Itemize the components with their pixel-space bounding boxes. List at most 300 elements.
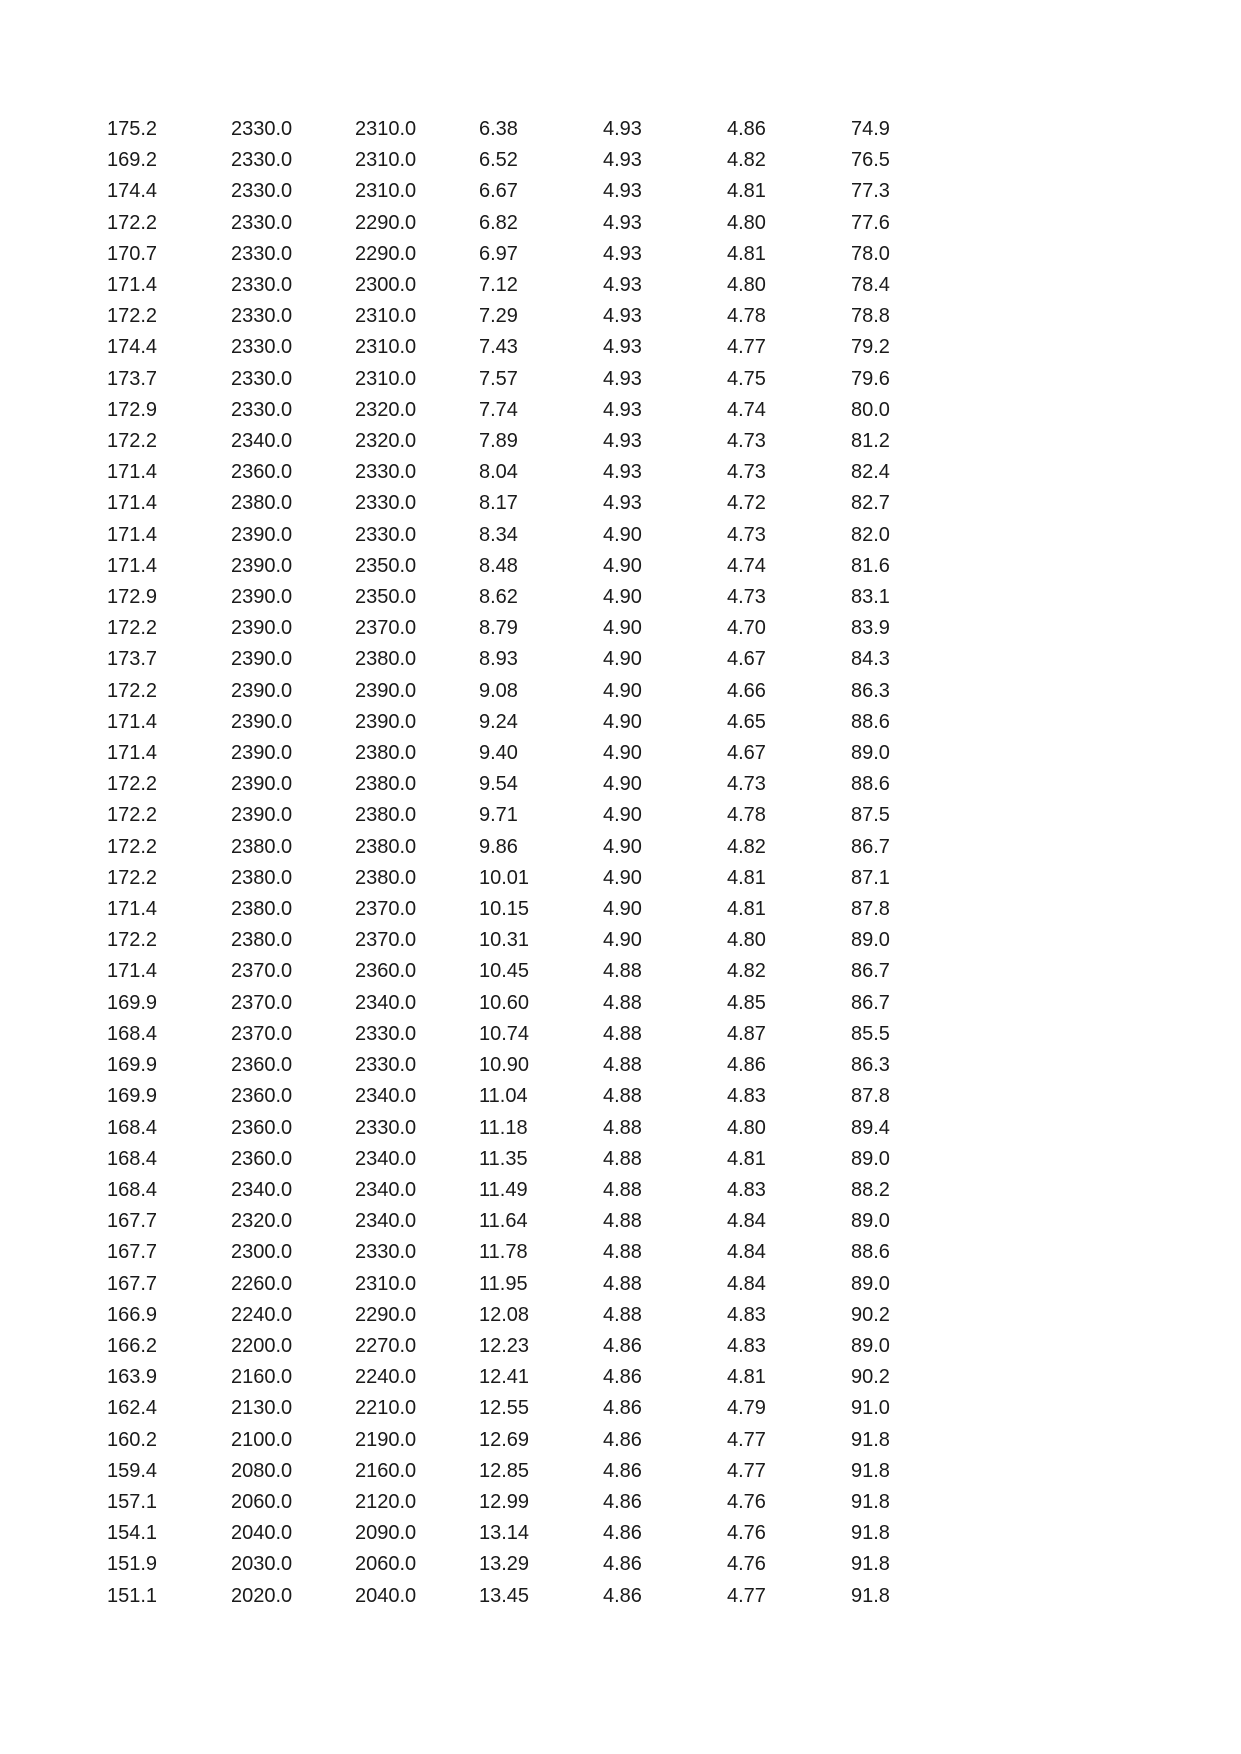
table-cell: 4.83 xyxy=(727,1085,766,1108)
table-row xyxy=(107,395,975,426)
table-row xyxy=(107,176,975,207)
table-cell: 4.90 xyxy=(603,554,642,577)
table-row xyxy=(107,832,975,863)
table-row xyxy=(107,925,975,956)
table-cell: 2380.0 xyxy=(355,648,417,671)
table-cell: 2380.0 xyxy=(231,866,293,889)
table-cell: 171.4 xyxy=(107,461,158,484)
table-row xyxy=(107,988,975,1019)
table-cell: 2190.0 xyxy=(355,1428,417,1451)
table-row xyxy=(107,863,975,894)
table-row xyxy=(107,1019,975,1050)
table-cell: 10.31 xyxy=(479,929,530,952)
table-cell: 10.15 xyxy=(479,898,530,921)
table-row xyxy=(107,270,975,301)
table-row xyxy=(107,239,975,270)
table-cell: 162.4 xyxy=(107,1397,158,1420)
table-cell: 2130.0 xyxy=(231,1397,293,1420)
table-cell: 11.49 xyxy=(479,1178,528,1201)
table-cell: 89.0 xyxy=(851,1334,890,1357)
table-cell: 174.4 xyxy=(107,180,158,203)
table-cell: 9.08 xyxy=(479,679,518,702)
table-cell: 4.78 xyxy=(727,305,766,328)
table-cell: 2330.0 xyxy=(355,1116,417,1139)
table-cell: 2390.0 xyxy=(355,679,417,702)
table-cell: 2390.0 xyxy=(355,710,417,733)
table-cell: 2320.0 xyxy=(355,398,417,421)
table-cell: 2390.0 xyxy=(231,710,293,733)
table-cell: 91.8 xyxy=(851,1553,890,1576)
table-cell: 2390.0 xyxy=(231,742,293,765)
table-row xyxy=(107,551,975,582)
table-cell: 4.93 xyxy=(603,211,642,234)
table-row xyxy=(107,676,975,707)
table-cell: 89.0 xyxy=(851,1272,890,1295)
table-cell: 2380.0 xyxy=(355,804,417,827)
table-cell: 2310.0 xyxy=(355,1272,417,1295)
table-cell: 83.1 xyxy=(851,586,890,609)
table-cell: 171.4 xyxy=(107,554,158,577)
table-cell: 169.9 xyxy=(107,1054,158,1077)
table-row xyxy=(107,1144,975,1175)
table-cell: 8.34 xyxy=(479,523,518,546)
table-cell: 4.86 xyxy=(603,1459,642,1482)
table-cell: 9.54 xyxy=(479,773,518,796)
table-cell: 2360.0 xyxy=(231,1147,293,1170)
table-cell: 4.93 xyxy=(603,180,642,203)
table-cell: 2390.0 xyxy=(231,773,293,796)
table-cell: 12.99 xyxy=(479,1490,530,1513)
table-cell: 2330.0 xyxy=(355,523,417,546)
table-cell: 173.7 xyxy=(107,367,158,390)
table-cell: 4.88 xyxy=(603,1241,642,1264)
table-cell: 10.74 xyxy=(479,1022,530,1045)
table-cell: 4.77 xyxy=(727,1584,766,1607)
table-cell: 87.1 xyxy=(851,866,890,889)
table-row xyxy=(107,1456,975,1487)
table-cell: 87.8 xyxy=(851,898,890,921)
table-cell: 174.4 xyxy=(107,336,158,359)
table-cell: 89.0 xyxy=(851,929,890,952)
table-cell: 2380.0 xyxy=(355,742,417,765)
table-cell: 74.9 xyxy=(851,118,890,140)
table-cell: 8.93 xyxy=(479,648,518,671)
table-cell: 12.41 xyxy=(479,1366,530,1389)
table-cell: 2330.0 xyxy=(355,1022,417,1045)
table-cell: 4.88 xyxy=(603,1116,642,1139)
table-cell: 172.9 xyxy=(107,398,158,421)
table-cell: 2380.0 xyxy=(231,492,293,515)
table-cell: 172.2 xyxy=(107,773,158,796)
table-cell: 87.8 xyxy=(851,1085,890,1108)
table-cell: 171.4 xyxy=(107,710,158,733)
table-cell: 4.73 xyxy=(727,523,766,546)
table-cell: 2330.0 xyxy=(355,461,417,484)
table-cell: 2270.0 xyxy=(355,1334,417,1357)
table-cell: 13.45 xyxy=(479,1584,530,1607)
table-cell: 4.77 xyxy=(727,336,766,359)
table-cell: 8.17 xyxy=(479,492,518,515)
table-cell: 172.2 xyxy=(107,804,158,827)
table-cell: 2090.0 xyxy=(355,1522,417,1545)
table-row xyxy=(107,1425,975,1456)
table-cell: 4.88 xyxy=(603,1272,642,1295)
table-row xyxy=(107,520,975,551)
table-cell: 91.0 xyxy=(851,1397,890,1420)
table-cell: 88.6 xyxy=(851,773,890,796)
table-cell: 86.7 xyxy=(851,835,890,858)
table-cell: 4.82 xyxy=(727,835,766,858)
table-cell: 172.9 xyxy=(107,586,158,609)
table-cell: 4.93 xyxy=(603,367,642,390)
table-cell: 4.88 xyxy=(603,991,642,1014)
table-cell: 4.86 xyxy=(603,1490,642,1513)
table-cell: 6.38 xyxy=(479,118,518,140)
table-cell: 4.90 xyxy=(603,804,642,827)
table-cell: 4.84 xyxy=(727,1272,766,1295)
table-cell: 76.5 xyxy=(851,149,890,172)
table-cell: 2340.0 xyxy=(355,1147,417,1170)
table-cell: 2200.0 xyxy=(231,1334,293,1357)
table-row xyxy=(107,1581,975,1612)
table-cell: 91.8 xyxy=(851,1490,890,1513)
table-cell: 171.4 xyxy=(107,742,158,765)
table-cell: 171.4 xyxy=(107,960,158,983)
table-cell: 4.90 xyxy=(603,586,642,609)
table-cell: 2330.0 xyxy=(231,274,293,297)
table-cell: 6.67 xyxy=(479,180,518,203)
table-cell: 2330.0 xyxy=(231,211,293,234)
table-cell: 7.12 xyxy=(479,274,518,297)
table-row xyxy=(107,208,975,239)
table-cell: 166.9 xyxy=(107,1303,158,1326)
table-cell: 4.76 xyxy=(727,1490,766,1513)
table-cell: 4.75 xyxy=(727,367,766,390)
table-cell: 2060.0 xyxy=(355,1553,417,1576)
table-cell: 85.5 xyxy=(851,1022,890,1045)
table-row xyxy=(107,1487,975,1518)
table-cell: 2350.0 xyxy=(355,554,417,577)
table-cell: 172.2 xyxy=(107,305,158,328)
table-cell: 4.81 xyxy=(727,866,766,889)
table-cell: 84.3 xyxy=(851,648,890,671)
table-cell: 4.79 xyxy=(727,1397,766,1420)
table-cell: 4.65 xyxy=(727,710,766,733)
table-cell: 12.85 xyxy=(479,1459,530,1482)
table-cell: 2310.0 xyxy=(355,367,417,390)
table-cell: 89.0 xyxy=(851,1147,890,1170)
table-cell: 11.04 xyxy=(479,1085,528,1108)
table-cell: 2160.0 xyxy=(355,1459,417,1482)
table-cell: 78.8 xyxy=(851,305,890,328)
table-cell: 4.80 xyxy=(727,211,766,234)
table-row xyxy=(107,644,975,675)
table-row xyxy=(107,457,975,488)
table-cell: 78.4 xyxy=(851,274,890,297)
table-cell: 2330.0 xyxy=(231,180,293,203)
table-cell: 2350.0 xyxy=(355,586,417,609)
table-cell: 4.93 xyxy=(603,118,642,140)
table-cell: 4.72 xyxy=(727,492,766,515)
table-cell: 12.55 xyxy=(479,1397,530,1420)
table-cell: 172.2 xyxy=(107,211,158,234)
table-cell: 4.86 xyxy=(603,1334,642,1357)
table-cell: 4.93 xyxy=(603,492,642,515)
table-cell: 2390.0 xyxy=(231,554,293,577)
table-cell: 91.8 xyxy=(851,1428,890,1451)
table-cell: 87.5 xyxy=(851,804,890,827)
table-cell: 2030.0 xyxy=(231,1553,293,1576)
table-cell: 8.62 xyxy=(479,586,518,609)
table-cell: 4.90 xyxy=(603,773,642,796)
table-cell: 4.86 xyxy=(603,1428,642,1451)
table-cell: 4.93 xyxy=(603,461,642,484)
table-cell: 11.78 xyxy=(479,1241,528,1264)
table-cell: 4.73 xyxy=(727,586,766,609)
table-cell: 77.3 xyxy=(851,180,890,203)
table-cell: 4.93 xyxy=(603,149,642,172)
table-row xyxy=(107,364,975,395)
table-cell: 12.69 xyxy=(479,1428,530,1451)
table-cell: 81.6 xyxy=(851,554,890,577)
table-row xyxy=(107,1206,975,1237)
table-cell: 8.79 xyxy=(479,617,518,640)
table-cell: 4.77 xyxy=(727,1428,766,1451)
table-cell: 2310.0 xyxy=(355,180,417,203)
table-cell: 4.84 xyxy=(727,1210,766,1233)
table-cell: 2300.0 xyxy=(355,274,417,297)
table-cell: 172.2 xyxy=(107,835,158,858)
table-cell: 2380.0 xyxy=(231,835,293,858)
table-cell: 4.70 xyxy=(727,617,766,640)
table-cell: 82.4 xyxy=(851,461,890,484)
table-cell: 4.76 xyxy=(727,1522,766,1545)
table-row xyxy=(107,1549,975,1580)
table-cell: 170.7 xyxy=(107,242,158,265)
table-cell: 2260.0 xyxy=(231,1272,293,1295)
table-cell: 2330.0 xyxy=(231,305,293,328)
table-cell: 166.2 xyxy=(107,1334,158,1357)
table-cell: 172.2 xyxy=(107,866,158,889)
table-cell: 2340.0 xyxy=(355,1178,417,1201)
table-cell: 4.90 xyxy=(603,866,642,889)
table-cell: 4.73 xyxy=(727,430,766,453)
table-row xyxy=(107,1269,975,1300)
table-cell: 4.88 xyxy=(603,1210,642,1233)
table-cell: 2330.0 xyxy=(231,336,293,359)
table-cell: 4.86 xyxy=(727,118,766,140)
table-cell: 2330.0 xyxy=(355,1241,417,1264)
table-cell: 4.88 xyxy=(603,1022,642,1045)
table-cell: 2080.0 xyxy=(231,1459,293,1482)
table-cell: 8.48 xyxy=(479,554,518,577)
table-cell: 77.6 xyxy=(851,211,890,234)
table-cell: 13.29 xyxy=(479,1553,530,1576)
table-cell: 4.81 xyxy=(727,180,766,203)
table-cell: 4.74 xyxy=(727,398,766,421)
table-cell: 4.66 xyxy=(727,679,766,702)
table-row xyxy=(107,769,975,800)
table-cell: 2330.0 xyxy=(231,367,293,390)
table-row xyxy=(107,956,975,987)
table-cell: 12.23 xyxy=(479,1334,530,1357)
table-cell: 157.1 xyxy=(107,1490,158,1513)
table-cell: 2360.0 xyxy=(231,1085,293,1108)
table-cell: 171.4 xyxy=(107,523,158,546)
table-cell: 86.3 xyxy=(851,1054,890,1077)
table-cell: 88.2 xyxy=(851,1178,890,1201)
table-cell: 4.90 xyxy=(603,898,642,921)
table-cell: 4.82 xyxy=(727,149,766,172)
table-cell: 2370.0 xyxy=(231,1022,293,1045)
table-cell: 2040.0 xyxy=(355,1584,417,1607)
table-cell: 4.74 xyxy=(727,554,766,577)
table-cell: 2330.0 xyxy=(355,492,417,515)
table-cell: 2390.0 xyxy=(231,804,293,827)
table-cell: 11.35 xyxy=(479,1147,528,1170)
table-row xyxy=(107,894,975,925)
table-cell: 168.4 xyxy=(107,1022,158,1045)
table-cell: 151.9 xyxy=(107,1553,158,1576)
table-cell: 13.14 xyxy=(479,1522,530,1545)
table-body xyxy=(107,114,975,1612)
table-cell: 2310.0 xyxy=(355,336,417,359)
table-cell: 4.83 xyxy=(727,1334,766,1357)
table-cell: 88.6 xyxy=(851,1241,890,1264)
table-cell: 90.2 xyxy=(851,1366,890,1389)
table-row xyxy=(107,301,975,332)
table-cell: 4.90 xyxy=(603,679,642,702)
table-cell: 2370.0 xyxy=(355,898,417,921)
table-cell: 4.90 xyxy=(603,835,642,858)
table-cell: 151.1 xyxy=(107,1584,158,1607)
table-cell: 2330.0 xyxy=(355,1054,417,1077)
table-cell: 79.2 xyxy=(851,336,890,359)
table-cell: 91.8 xyxy=(851,1459,890,1482)
table-cell: 91.8 xyxy=(851,1522,890,1545)
table-cell: 2380.0 xyxy=(355,835,417,858)
table-cell: 11.18 xyxy=(479,1116,528,1139)
table-cell: 2380.0 xyxy=(355,773,417,796)
table-cell: 167.7 xyxy=(107,1210,158,1233)
table-cell: 2370.0 xyxy=(355,929,417,952)
table-cell: 2330.0 xyxy=(231,398,293,421)
table-cell: 4.87 xyxy=(727,1022,766,1045)
table-cell: 2310.0 xyxy=(355,118,417,140)
table-cell: 173.7 xyxy=(107,648,158,671)
table-cell: 4.86 xyxy=(603,1522,642,1545)
table-cell: 86.7 xyxy=(851,960,890,983)
table-cell: 2370.0 xyxy=(355,617,417,640)
table-cell: 9.40 xyxy=(479,742,518,765)
table-cell: 2330.0 xyxy=(231,242,293,265)
table-cell: 7.43 xyxy=(479,336,518,359)
table-cell: 2210.0 xyxy=(355,1397,417,1420)
table-row xyxy=(107,332,975,363)
table-cell: 4.90 xyxy=(603,617,642,640)
table-row xyxy=(107,1113,975,1144)
table-cell: 171.4 xyxy=(107,898,158,921)
table-cell: 159.4 xyxy=(107,1459,158,1482)
table-cell: 4.93 xyxy=(603,242,642,265)
table-cell: 4.85 xyxy=(727,991,766,1014)
table-cell: 4.73 xyxy=(727,773,766,796)
table-cell: 10.90 xyxy=(479,1054,530,1077)
table-cell: 4.90 xyxy=(603,929,642,952)
table-cell: 2320.0 xyxy=(355,430,417,453)
table-cell: 2290.0 xyxy=(355,211,417,234)
table-cell: 80.0 xyxy=(851,398,890,421)
table-cell: 4.83 xyxy=(727,1178,766,1201)
table-row xyxy=(107,613,975,644)
table-row xyxy=(107,1081,975,1112)
table-cell: 4.93 xyxy=(603,336,642,359)
table-cell: 2370.0 xyxy=(231,991,293,1014)
table-cell: 2360.0 xyxy=(231,1054,293,1077)
table-cell: 82.7 xyxy=(851,492,890,515)
table-cell: 2390.0 xyxy=(231,648,293,671)
table-row xyxy=(107,1050,975,1081)
table-cell: 2340.0 xyxy=(231,430,293,453)
table-cell: 4.90 xyxy=(603,648,642,671)
table-cell: 10.60 xyxy=(479,991,530,1014)
table-cell: 4.93 xyxy=(603,305,642,328)
table-cell: 12.08 xyxy=(479,1303,530,1326)
table-cell: 2390.0 xyxy=(231,679,293,702)
table-cell: 2360.0 xyxy=(231,1116,293,1139)
table-row xyxy=(107,1393,975,1424)
table-cell: 4.93 xyxy=(603,398,642,421)
table-row xyxy=(107,800,975,831)
table-cell: 90.2 xyxy=(851,1303,890,1326)
table-cell: 2240.0 xyxy=(355,1366,417,1389)
table-cell: 2390.0 xyxy=(231,586,293,609)
table-cell: 78.0 xyxy=(851,242,890,265)
table-cell: 2160.0 xyxy=(231,1366,293,1389)
table-row xyxy=(107,1175,975,1206)
table-cell: 6.82 xyxy=(479,211,518,234)
table-cell: 89.0 xyxy=(851,1210,890,1233)
table-cell: 2020.0 xyxy=(231,1584,293,1607)
table-cell: 86.3 xyxy=(851,679,890,702)
table-cell: 4.93 xyxy=(603,274,642,297)
table-cell: 89.0 xyxy=(851,742,890,765)
table-cell: 88.6 xyxy=(851,710,890,733)
table-cell: 2290.0 xyxy=(355,242,417,265)
table-cell: 4.77 xyxy=(727,1459,766,1482)
table-cell: 4.90 xyxy=(603,742,642,765)
table-cell: 2320.0 xyxy=(231,1210,293,1233)
table-cell: 4.86 xyxy=(727,1054,766,1077)
table-cell: 11.95 xyxy=(479,1272,528,1295)
table-cell: 89.4 xyxy=(851,1116,890,1139)
table-cell: 4.80 xyxy=(727,929,766,952)
data-table xyxy=(107,114,975,1612)
table-cell: 168.4 xyxy=(107,1178,158,1201)
table-row xyxy=(107,1237,975,1268)
table-cell: 81.2 xyxy=(851,430,890,453)
table-cell: 2310.0 xyxy=(355,149,417,172)
table-cell: 167.7 xyxy=(107,1272,158,1295)
table-cell: 79.6 xyxy=(851,367,890,390)
table-cell: 167.7 xyxy=(107,1241,158,1264)
table-row xyxy=(107,1300,975,1331)
table-cell: 2040.0 xyxy=(231,1522,293,1545)
table-cell: 7.89 xyxy=(479,430,518,453)
table-cell: 171.4 xyxy=(107,274,158,297)
table-cell: 4.67 xyxy=(727,742,766,765)
table-cell: 4.82 xyxy=(727,960,766,983)
